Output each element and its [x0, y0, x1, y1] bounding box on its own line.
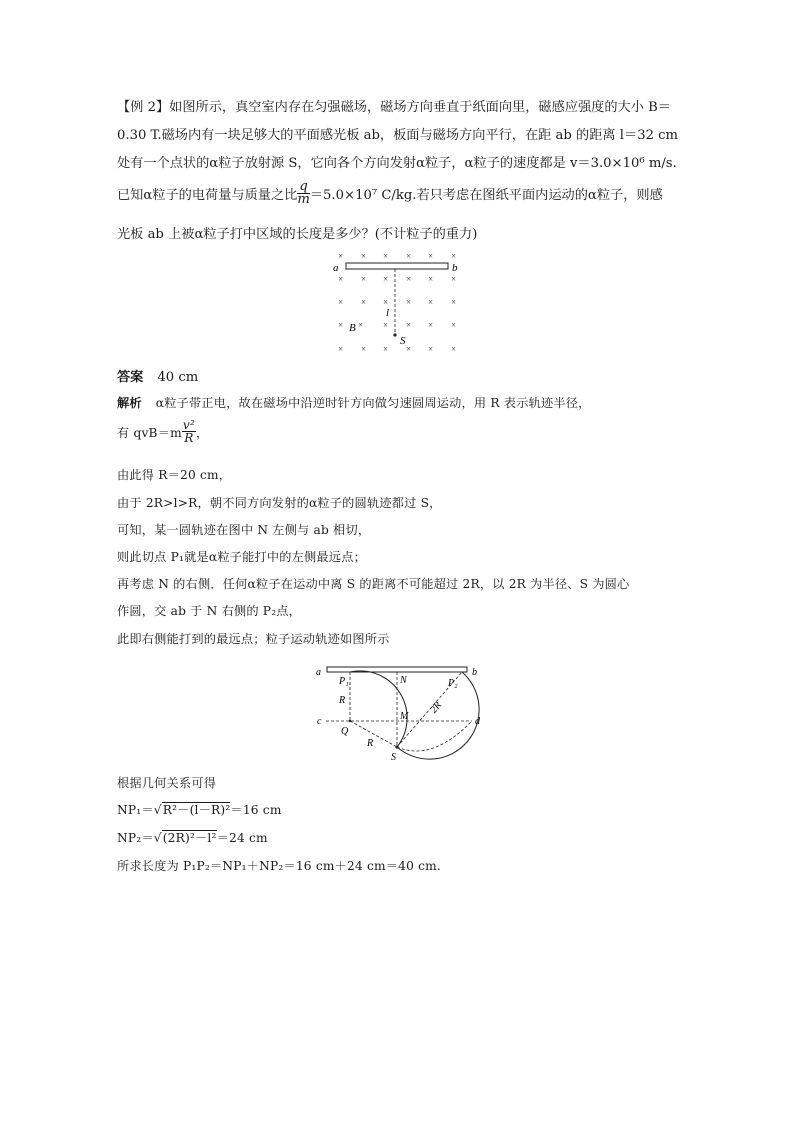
charge-mass-fraction: $\frac{q}{m}$ — [297, 179, 310, 207]
field-cross: × — [383, 297, 389, 307]
solution-line-3: 由此得 R＝20 cm， — [117, 468, 232, 482]
field-cross: × — [338, 251, 344, 261]
sqrt-symbol: √ — [153, 831, 162, 845]
field-cross: × — [406, 297, 412, 307]
field-cross: × — [383, 320, 389, 330]
field-cross: × — [338, 274, 344, 284]
field-cross: × — [451, 251, 457, 261]
solution-line-9: 此即右侧能打到的最远点；粒子运动轨迹如图所示 — [117, 632, 390, 646]
field-cross: × — [428, 344, 434, 354]
solution-line-1: 解析 α粒子带正电，故在磁场中沿逆时针方向做匀速圆周运动，用 R 表示轨迹半径， — [117, 396, 591, 410]
point-S — [395, 745, 398, 748]
solution-line-4: 由于 2R>l>R，朝不同方向发射的α粒子的圆轨迹都过 S， — [117, 496, 442, 510]
label-l: l — [386, 307, 390, 319]
field-cross: × — [451, 297, 457, 307]
line-Q-S — [350, 721, 397, 747]
label-P2: P₂ — [448, 678, 458, 689]
answer-label: 答案 — [117, 370, 144, 385]
solution-line-8: 作圆，交 ab 于 N 右侧的 P₂点， — [117, 604, 302, 618]
label-a2: a — [316, 667, 321, 678]
field-cross: × — [451, 320, 457, 330]
field-cross: × — [451, 344, 457, 354]
label-d: d — [475, 716, 480, 727]
field-cross: × — [406, 274, 412, 284]
source-point-S — [393, 333, 396, 336]
field-cross: × — [338, 344, 344, 354]
label-Q: Q — [341, 726, 349, 737]
left-trajectory-arc — [350, 671, 407, 747]
field-cross: × — [383, 344, 389, 354]
plate-ab-2 — [327, 667, 467, 672]
answer-line — [117, 366, 198, 385]
solution-line-6: 则此切点 P₁就是α粒子能打中的左侧最远点； — [117, 550, 366, 564]
field-cross: × — [338, 320, 344, 330]
field-diagram — [328, 248, 468, 360]
problem-line-2: 0.30 T.磁场内有一块足够大的平面感光板 ab，板面与磁场方向平行，在距 ab 的距离 l＝32 cm — [117, 128, 679, 143]
field-cross: × — [406, 344, 412, 354]
solution-label: 解析 — [117, 396, 142, 410]
field-cross: × — [428, 274, 434, 284]
problem-line-5: 光板 ab 上被α粒子打中区域的长度是多少？(不计粒子的重力) — [117, 227, 478, 242]
trajectory-diagram — [312, 662, 492, 768]
field-cross: × — [361, 344, 367, 354]
field-cross: × — [361, 274, 367, 284]
geometry-line-1: 根据几何关系可得 — [117, 776, 217, 790]
problem-line-3: 处有一个点状的α粒子放射源 S，它向各个方向发射α粒子，α粒子的速度都是 v＝3.0×10⁶ m/s. — [117, 156, 677, 171]
label-c: c — [317, 716, 322, 727]
point-Q — [349, 720, 351, 722]
label-b2: b — [472, 667, 477, 678]
dashed-arc — [397, 721, 472, 751]
label-P1: P₁ — [339, 676, 349, 687]
answer-value: 40 cm — [157, 370, 199, 385]
field-cross: × — [406, 320, 412, 330]
field-cross: × — [451, 274, 457, 284]
velocity-fraction: $\frac{\text{v²}}{R}$ — [182, 418, 196, 445]
problem-line-1: 【例 2】如图所示，真空室内存在匀强磁场，磁场方向垂直于纸面向里，磁感应强度的大小 B＝ — [117, 100, 671, 115]
example-tag: 【例 2】 — [117, 100, 170, 115]
label-N: N — [400, 675, 407, 686]
solution-line-5: 可知，某一圆轨迹在图中 N 左侧与 ab 相切， — [117, 523, 371, 537]
geometry-line-3: NP₂＝√(2R)²－l²＝24 cm — [117, 831, 268, 845]
radicand-NP2: (2R)²－l² — [162, 831, 217, 845]
sqrt-symbol: √ — [153, 803, 162, 817]
plate-ab — [346, 263, 448, 269]
field-cross: × — [361, 251, 367, 261]
field-cross: × — [383, 274, 389, 284]
field-cross: × — [428, 251, 434, 261]
geometry-line-4: 所求长度为 P₁P₂＝NP₁＋NP₂＝16 cm＋24 cm＝40 cm. — [117, 859, 441, 873]
label-a: a — [333, 262, 339, 274]
field-cross: × — [428, 297, 434, 307]
field-cross: × — [428, 320, 434, 330]
label-M: M — [400, 711, 409, 722]
problem-line-4: 已知α粒子的电荷量与质量之比 $\frac{q}{m}$ ＝5.0×10⁷ C/kg.若只考虑在图纸平面内运动的α粒子，则感 — [117, 179, 663, 207]
label-B: B — [349, 322, 356, 334]
label-2R: 2R — [428, 699, 444, 716]
field-cross: × — [383, 251, 389, 261]
solution-line-2: 有 qvB＝m $\frac{\text{v²}}{R}$ ， — [117, 418, 209, 445]
geometry-line-2: NP₁＝√R²－(l－R)²＝16 cm — [117, 803, 282, 817]
label-R-diagonal: R — [367, 738, 374, 749]
field-cross: × — [338, 297, 344, 307]
field-cross: × — [361, 297, 367, 307]
label-S: S — [400, 335, 406, 347]
radicand-NP1: R²－(l－R)² — [162, 803, 231, 817]
label-R-vertical: R — [339, 695, 346, 706]
solution-line-7: 再考虑 N 的右侧．任何α粒子在运动中离 S 的距离不可能超过 2R，以 2R 为半径、S 为圆心 — [117, 577, 630, 591]
label-S2: S — [391, 752, 396, 763]
label-b: b — [452, 262, 458, 274]
field-cross: × — [406, 251, 412, 261]
field-cross: × — [358, 320, 364, 330]
